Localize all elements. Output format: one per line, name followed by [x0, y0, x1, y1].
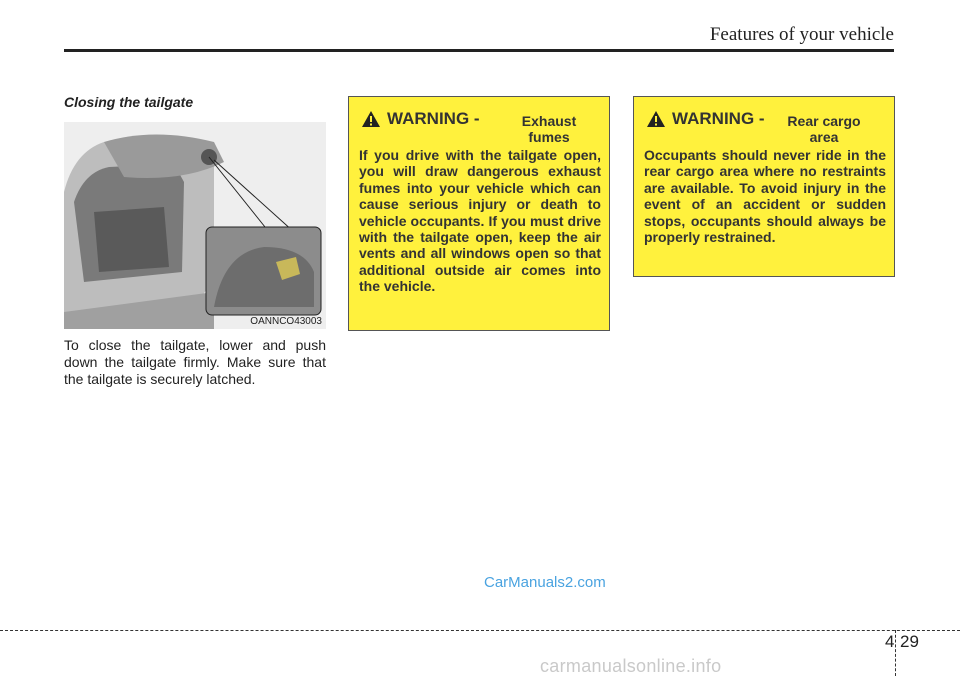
- section-title: Closing the tailgate: [64, 94, 194, 110]
- footer-rule: [0, 630, 960, 631]
- chapter-number: 4: [885, 632, 895, 651]
- header-rule: [64, 49, 894, 52]
- page-number-divider: [895, 630, 896, 676]
- page-number: 29: [900, 632, 919, 651]
- warning-subject: Exhaust fumes: [521, 113, 577, 145]
- warning-box-rear-cargo: [633, 96, 895, 277]
- warning-triangle-icon: [361, 110, 381, 128]
- warning-subject: Rear cargo area: [787, 113, 861, 145]
- page-header-title: Features of your vehicle: [709, 24, 894, 45]
- body-paragraph: To close the tailgate, lower and push down the tailgate firmly. Make sure that the tailgate is securely latched.: [64, 337, 326, 387]
- footer-watermark: carmanualsonline.info: [540, 656, 722, 676]
- warning-text: If you drive with the tailgate open, you will draw dangerous exhaust fumes into your vehicle which can cause serious injury or death to vehicle occupants. If you must drive with the tailgate open, keep the air vents and all windows open so that additional outside air comes into the vehicle.: [359, 147, 601, 295]
- warning-text: Occupants should never ride in the rear cargo area where no restraints are available. To avoid injury in the event of an accident or sudden stops, occupants should always be properly restrained.: [644, 147, 886, 246]
- watermark-link[interactable]: CarManuals2.com: [484, 574, 606, 591]
- warning-triangle-icon: [646, 110, 666, 128]
- tailgate-drawing: [64, 122, 326, 329]
- warning-heading: [359, 107, 601, 147]
- figure-code: OANNCO43003: [250, 316, 322, 327]
- warning-heading: [644, 107, 886, 147]
- warning-label: WARNING -: [672, 109, 765, 128]
- warning-box-exhaust: [348, 96, 610, 331]
- warning-label: WARNING -: [387, 109, 480, 128]
- tailgate-illustration: [64, 122, 326, 329]
